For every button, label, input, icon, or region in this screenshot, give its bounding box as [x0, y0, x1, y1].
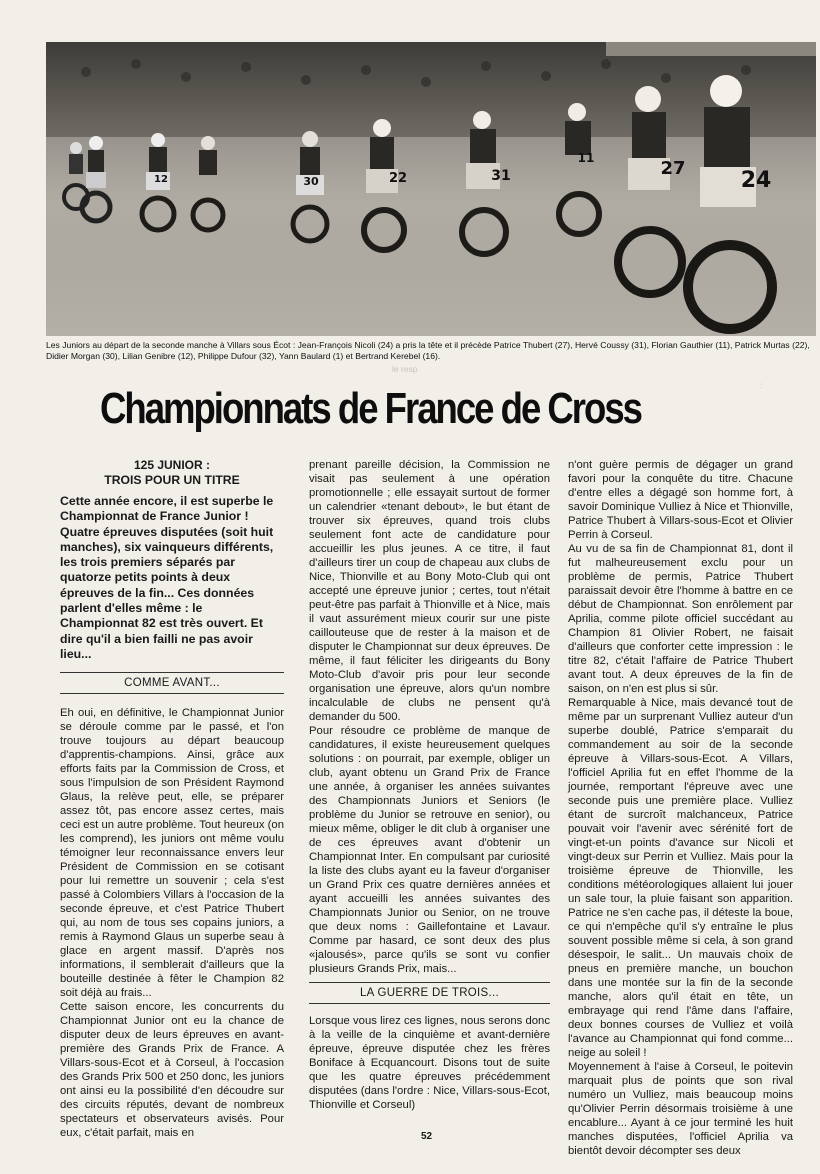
svg-text:11: 11 [577, 151, 595, 165]
body-paragraph: Moyennement à l'aise à Corseul, le poitevin marquait plus de points que son rival numéro un Vulliez, mais beaucoup moins qu'Olivier Perrin désormais troisième à une encablure... Ayant à ce jour terminé les huit manches disputées, l'officiel Aprilia va bientôt devoir décompter ses deux [568, 1061, 793, 1157]
body-paragraph: Remarquable à Nice, mais devancé tout de même par un surprenant Vulliez auteur d'un superbe doublé, Patrice s'emparait du commandement au soir de la seconde épreuve à Villars-sous-Ecot. A Villars, l'officiel Aprilia fut en effet l'homme de la journée, remportant l'épreuve avec une seconde puis une première place. Vulliez étant de surcroît malchanceux, Patrice pouvait voir l'avenir avec sérénité fort de vingt-et-un points d'avance sur Nicoli et vingt-deux sur Perrin et Vulliez. Mais pour la troisième épreuve de Thionville, les conditions météorologiques allaient lui jouer un sale tour, la pluie faisant son apparition. Patrice ne s'en cache pas, il déteste la boue, ce qui n'empêche qu'il s'y entraîne le plus souvent possible même si cela, à son grand désespoir, le salit... Un mauvais choix de pneus en première manche, un bouchon dans une montée sur la fin de la seconde manche, alors qu'il était en tête, un embrayage qui rend l'âme dans l'affaire, deux bonnes courses de Vulliez et voilà l'avance au Championnat qui fond comme... neige au soleil ! [568, 697, 793, 1059]
column-1 [60, 458, 284, 1140]
body-paragraph: Lorsque vous lirez ces lignes, nous serons donc à la veille de la cinquième et avant-dernière épreuve, épreuve disputée chez les frères Boniface à Ecquancourt. Disons tout de suite que les quatre épreuves précédemment disputées (dans l'ordre : Nice, Villars-sous-Ecot, Thionville et Corseul) [309, 1015, 550, 1111]
svg-text:24: 24 [740, 168, 772, 193]
svg-text:30: 30 [303, 175, 319, 188]
column-3 [568, 458, 793, 1158]
photo-caption: Les Juniors au départ de la seconde manche à Villars sous Écot : Jean-François Nicoli (24) a pris la tête et il précède Patrice Thubert (27), Hervé Coussy (31), Florian Gauthier (11), Patrick Murtas (22), Didier Morgan (30), Lilian Genibre (12), Philippe Dufour (32), Yann Baulard (1) et Bertrand Kerebel (16). [46, 340, 810, 361]
section-heading-comme-avant: COMME AVANT... [60, 672, 284, 694]
bleed-through-text: : [760, 380, 763, 390]
body-paragraph: Cette saison encore, les concurrents du Championnat Junior ont eu la chance de disputer deux de leurs épreuves en avant-première des Grands Prix de France. A Villars-sous-Ecot et à Corseul, à l'occasion des Grands Prix 500 et 250 donc, les juniors ont ainsi eu la possibilité d'en découdre sur des circuits réputés, devant de nombreux spectateurs et observateurs avisés. Pour eux, c'était parfait, mais en [60, 1001, 284, 1140]
page-number: 52 [421, 1131, 433, 1142]
kicker-line-2: TROIS POUR UN TITRE [104, 473, 240, 487]
race-start-photo [46, 42, 816, 336]
svg-text:27: 27 [660, 158, 686, 179]
body-paragraph: prenant pareille décision, la Commission ne visait pas seulement à une opération promotionnelle ; elle essayait surtout de former un calendrier «tenant debout», le but étant de trouver six épreuves, quand trois clubs seulement font acte de candidature pour accueillir les plus jeunes. A ce titre, il faut d'ailleurs tirer un coup de chapeau aux clubs de Nice, Thionville et au Bony Moto-Club qui ont accepté une épreuve junior ; certes, tout n'était peut-être pas parfait à Thionville et à Nice, mais il vaut assurément mieux courir sur une piste caillouteuse que de rester à la maison et de disputer le Championnat sur deux épreuves. De même, il faut féliciter les dirigeants du Bony Moto-Club d'avoir pris pour leur seconde organisation une épreuve, alors qu'un nombre incalculable de clubs ne pensent qu'à demander du 500. [309, 459, 550, 723]
building-roof [606, 42, 816, 56]
lead-paragraph: Cette année encore, il est superbe le Championnat de France Junior ! Quatre épreuves disputées (soit huit manches), six vainqueurs différents, les trois premiers séparés par quatorze petits points à deux épreuves de la fin... Ces données parlent d'elles même : le Championnat 82 est très ouvert. Et dire qu'il a bien failli ne pas avoir lieu... [60, 494, 274, 661]
crowd-area [46, 42, 816, 137]
kicker-line-1: 125 JUNIOR : [133, 458, 211, 472]
column-2 [309, 458, 550, 1112]
body-paragraph: Au vu de sa fin de Championnat 81, dont il fut malheureusement exclu pour un problème de permis, Patrice Thubert paraissait devoir être l'homme à battre en ce début de Championnat. Son enrôlement par Aprilia, comme pilote officiel succédant au Champion 81 Olivier Robert, ne faisait d'ailleurs que conforter cette impression : le titre 82, c'était l'affaire de Patrice Thubert avant tout. A deux épreuves de la fin de saison, on n'en est plus si sûr. [568, 543, 793, 695]
body-paragraph: n'ont guère permis de dégager un grand favori pour la conquête du titre. Chacune d'entre elles a dégagé son homme fort, à savoir Dominique Vulliez à Nice et Thionville, Patrice Thubert à Villars-sous-Ecot et Olivier Perrin à Corseul. [568, 459, 793, 541]
section-heading-guerre-de-trois: LA GUERRE DE TROIS... [309, 982, 550, 1004]
bleed-through-text: le resp [392, 364, 418, 374]
svg-text:22: 22 [388, 171, 408, 186]
svg-text:31: 31 [491, 168, 511, 184]
headline: Championnats de France de Cross [100, 384, 641, 433]
svg-text:12: 12 [154, 174, 168, 185]
body-paragraph: Eh oui, en définitive, le Championnat Junior se déroule comme par le passé, et l'on trouve toujours au départ beaucoup d'apprentis-champions. Ainsi, grâce aux efforts faits par la Commission de Cross, et sous l'impulsion de son Président Raymond Glaus, la relève peut, elle, se préparer assez tôt, pas encore assez certes, mais ceci est un autre problème. Tout heureux (on les comprend), les juniors ont même voulu témoigner leur reconnaissance envers leur Président de Commission en se cotisant pour lui remettre un souvenir ; cela s'est passé à Colombiers Villars à l'occasion de la seconde épreuve, et c'est Patrice Thubert qui, au nom de tous ses copains juniors, a remis à Raymond Glaus un superbe seau à glace en argent massif. D'après nos informations, il semblerait d'ailleurs que la bouteille destinée à fêter le Champion 82 soit déjà au frais... [60, 707, 284, 1000]
motocross-riders-image [46, 42, 816, 336]
body-paragraph: Pour résoudre ce problème de manque de candidatures, il existe heureusement quelques solutions : on pourrait, par exemple, obliger un club, ayant obtenu un Grand Prix de France une année, à organiser les années suivantes des Championnats Juniors et Seniors (le problème du Junior se retrouve en senior), ou mieux même, obliger le dit club à organiser une de ces épreuves avant d'obtenir un Championnat Inter. En compulsant par curiosité la liste des clubs ayant eu la faveur d'organiser un Grand Prix ces quatre dernières années et ayant accueilli les années suivantes des Championnats Junior ou Senior, on ne trouve que deux noms : Gaillefontaine et Lavaur. Comme par hasard, ce sont deux des plus «jalousés», parce qu'ils se sont vu confier plusieurs Grands Prix, mais... [309, 725, 550, 975]
